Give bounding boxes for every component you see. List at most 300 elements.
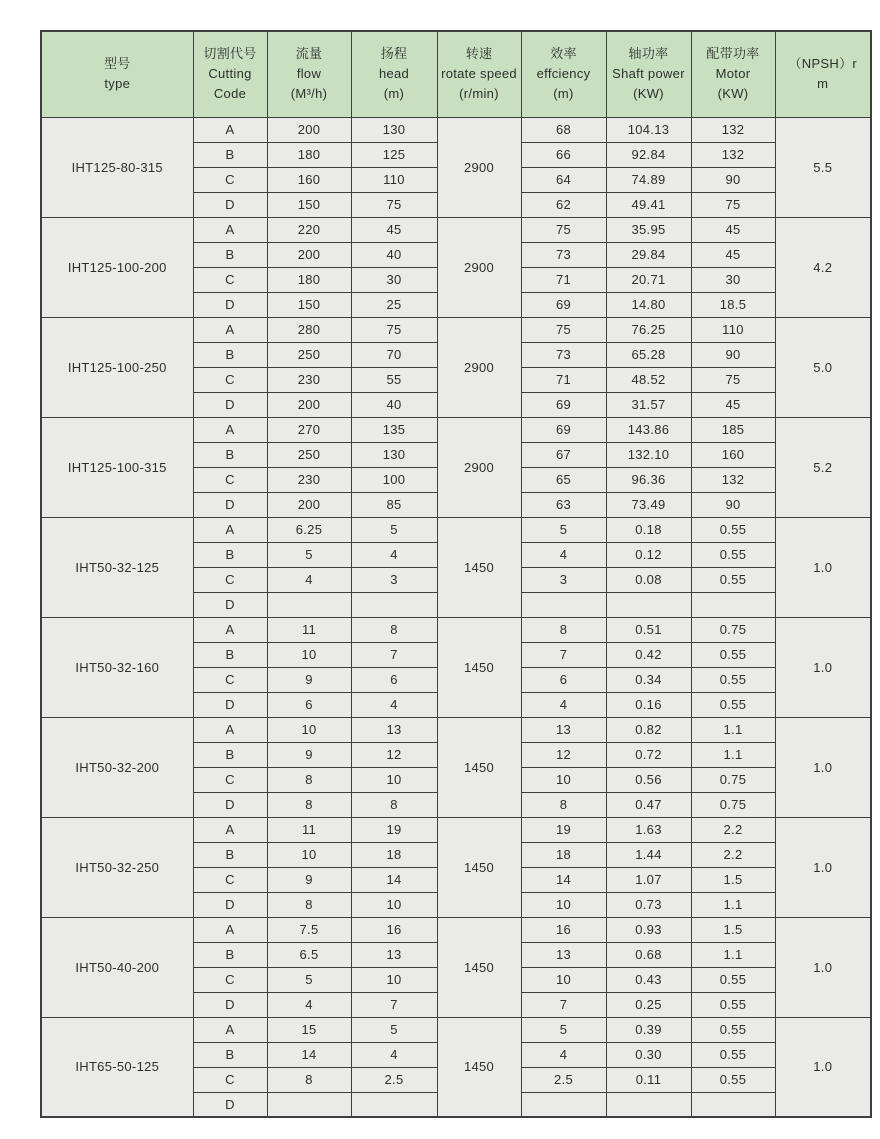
table-row	[41, 317, 871, 342]
header-flow	[267, 31, 351, 117]
head-cell: 2.5	[351, 1067, 437, 1092]
motor-power-cell: 0.55	[691, 692, 775, 717]
table-row	[41, 517, 871, 542]
motor-power-cell: 160	[691, 442, 775, 467]
header-shaft-power-line: 轴功率	[628, 46, 669, 62]
flow-cell: 10	[267, 642, 351, 667]
shaft-power-cell: 0.72	[606, 742, 691, 767]
npsh-cell: 1.0	[775, 617, 871, 717]
motor-power-cell: 0.55	[691, 1067, 775, 1092]
motor-power-cell: 132	[691, 467, 775, 492]
head-cell: 4	[351, 1042, 437, 1067]
flow-cell: 11	[267, 817, 351, 842]
efficiency-cell: 5	[521, 1017, 606, 1042]
flow-cell: 220	[267, 217, 351, 242]
efficiency-cell: 8	[521, 792, 606, 817]
header-npsh	[775, 31, 871, 117]
efficiency-cell: 75	[521, 317, 606, 342]
motor-power-cell: 1.1	[691, 742, 775, 767]
head-cell: 70	[351, 342, 437, 367]
flow-cell: 150	[267, 292, 351, 317]
head-cell: 55	[351, 367, 437, 392]
header-cutting-code	[193, 31, 267, 117]
efficiency-cell: 62	[521, 192, 606, 217]
cutting-code-cell: A	[193, 517, 267, 542]
head-cell: 18	[351, 842, 437, 867]
model-cell: IHT65-50-125	[41, 1017, 193, 1117]
motor-power-cell: 0.75	[691, 792, 775, 817]
flow-cell: 14	[267, 1042, 351, 1067]
header-rotate-speed-line: rotate speed	[441, 66, 517, 82]
cutting-code-cell: B	[193, 242, 267, 267]
efficiency-cell: 7	[521, 642, 606, 667]
motor-power-cell: 0.75	[691, 767, 775, 792]
motor-power-cell: 0.55	[691, 517, 775, 542]
efficiency-cell: 73	[521, 342, 606, 367]
motor-power-cell: 90	[691, 492, 775, 517]
header-head-line: (m)	[383, 86, 405, 102]
flow-cell: 250	[267, 442, 351, 467]
shaft-power-cell: 31.57	[606, 392, 691, 417]
rotate-speed-cell: 2900	[437, 217, 521, 317]
flow-cell: 200	[267, 392, 351, 417]
cutting-code-cell: A	[193, 117, 267, 142]
flow-cell: 6	[267, 692, 351, 717]
flow-cell: 4	[267, 567, 351, 592]
npsh-cell: 5.0	[775, 317, 871, 417]
header-motor-line: 配带功率	[706, 46, 760, 62]
head-cell: 130	[351, 442, 437, 467]
cutting-code-cell: A	[193, 317, 267, 342]
motor-power-cell: 0.55	[691, 542, 775, 567]
header-efficiency-line: effciency	[536, 66, 591, 82]
header-type-line: type	[104, 76, 131, 92]
head-cell: 110	[351, 167, 437, 192]
rotate-speed-cell: 1450	[437, 617, 521, 717]
model-cell: IHT50-32-250	[41, 817, 193, 917]
header-type-line: 型号	[103, 56, 131, 72]
cutting-code-cell: C	[193, 767, 267, 792]
efficiency-cell: 18	[521, 842, 606, 867]
header-cutting-code-line: 切割代号	[203, 46, 257, 62]
rotate-speed-cell: 1450	[437, 817, 521, 917]
npsh-cell: 1.0	[775, 517, 871, 617]
flow-cell	[267, 592, 351, 617]
flow-cell: 15	[267, 1017, 351, 1042]
motor-power-cell: 75	[691, 192, 775, 217]
motor-power-cell: 0.55	[691, 992, 775, 1017]
shaft-power-cell: 0.93	[606, 917, 691, 942]
head-cell: 10	[351, 967, 437, 992]
shaft-power-cell: 1.63	[606, 817, 691, 842]
table-row	[41, 617, 871, 642]
cutting-code-cell: C	[193, 467, 267, 492]
head-cell: 5	[351, 517, 437, 542]
flow-cell: 9	[267, 742, 351, 767]
header-cutting-code-line: Code	[213, 86, 247, 102]
shaft-power-cell: 0.12	[606, 542, 691, 567]
head-cell: 10	[351, 892, 437, 917]
pump-spec-table	[40, 30, 872, 1118]
shaft-power-cell: 48.52	[606, 367, 691, 392]
shaft-power-cell	[606, 1092, 691, 1117]
efficiency-cell: 12	[521, 742, 606, 767]
motor-power-cell: 1.1	[691, 892, 775, 917]
efficiency-cell: 75	[521, 217, 606, 242]
header-shaft-power	[606, 31, 691, 117]
head-cell: 14	[351, 867, 437, 892]
motor-power-cell: 0.55	[691, 567, 775, 592]
efficiency-cell	[521, 592, 606, 617]
motor-power-cell: 90	[691, 342, 775, 367]
header-flow-line: flow	[296, 66, 322, 82]
table-row	[41, 417, 871, 442]
head-cell: 3	[351, 567, 437, 592]
header-rotate-speed-line: 转速	[465, 46, 493, 62]
cutting-code-cell: D	[193, 892, 267, 917]
motor-power-cell: 2.2	[691, 817, 775, 842]
efficiency-cell: 65	[521, 467, 606, 492]
header-motor-line: Motor	[715, 66, 751, 82]
flow-cell: 250	[267, 342, 351, 367]
motor-power-cell: 75	[691, 367, 775, 392]
shaft-power-cell: 1.07	[606, 867, 691, 892]
head-cell: 13	[351, 717, 437, 742]
flow-cell: 200	[267, 492, 351, 517]
head-cell: 135	[351, 417, 437, 442]
shaft-power-cell: 0.39	[606, 1017, 691, 1042]
rotate-speed-cell: 2900	[437, 317, 521, 417]
table-row	[41, 117, 871, 142]
shaft-power-cell: 0.51	[606, 617, 691, 642]
npsh-cell: 5.2	[775, 417, 871, 517]
shaft-power-cell: 92.84	[606, 142, 691, 167]
rotate-speed-cell: 1450	[437, 1017, 521, 1117]
flow-cell: 200	[267, 242, 351, 267]
efficiency-cell: 71	[521, 367, 606, 392]
header-shaft-power-line: (KW)	[633, 86, 664, 102]
cutting-code-cell: D	[193, 692, 267, 717]
shaft-power-cell: 74.89	[606, 167, 691, 192]
head-cell: 100	[351, 467, 437, 492]
flow-cell: 230	[267, 467, 351, 492]
header-rotate-speed	[437, 31, 521, 117]
flow-cell: 7.5	[267, 917, 351, 942]
motor-power-cell: 1.1	[691, 942, 775, 967]
shaft-power-cell: 0.25	[606, 992, 691, 1017]
npsh-cell: 1.0	[775, 917, 871, 1017]
head-cell: 85	[351, 492, 437, 517]
header-npsh-line: （NPSH）r	[788, 56, 858, 72]
head-cell: 19	[351, 817, 437, 842]
model-cell: IHT125-100-315	[41, 417, 193, 517]
efficiency-cell: 4	[521, 542, 606, 567]
table-row	[41, 717, 871, 742]
cutting-code-cell: B	[193, 642, 267, 667]
npsh-cell: 4.2	[775, 217, 871, 317]
head-cell: 13	[351, 942, 437, 967]
motor-power-cell: 2.2	[691, 842, 775, 867]
shaft-power-cell: 0.56	[606, 767, 691, 792]
motor-power-cell: 0.55	[691, 667, 775, 692]
shaft-power-cell: 0.68	[606, 942, 691, 967]
head-cell: 7	[351, 992, 437, 1017]
rotate-speed-cell: 2900	[437, 117, 521, 217]
header-type	[41, 31, 193, 117]
flow-cell: 8	[267, 767, 351, 792]
efficiency-cell: 6	[521, 667, 606, 692]
cutting-code-cell: A	[193, 617, 267, 642]
shaft-power-cell: 143.86	[606, 417, 691, 442]
head-cell: 12	[351, 742, 437, 767]
header-shaft-power-line: Shaft power	[612, 66, 685, 82]
shaft-power-cell: 104.13	[606, 117, 691, 142]
flow-cell: 5	[267, 967, 351, 992]
shaft-power-cell: 132.10	[606, 442, 691, 467]
shaft-power-cell: 0.73	[606, 892, 691, 917]
efficiency-cell: 16	[521, 917, 606, 942]
shaft-power-cell: 0.42	[606, 642, 691, 667]
rotate-speed-cell: 2900	[437, 417, 521, 517]
motor-power-cell: 30	[691, 267, 775, 292]
rotate-speed-cell: 1450	[437, 517, 521, 617]
motor-power-cell: 1.5	[691, 867, 775, 892]
head-cell: 8	[351, 617, 437, 642]
efficiency-cell: 10	[521, 967, 606, 992]
motor-power-cell	[691, 592, 775, 617]
cutting-code-cell: B	[193, 542, 267, 567]
motor-power-cell: 0.55	[691, 1017, 775, 1042]
flow-cell: 6.25	[267, 517, 351, 542]
motor-power-cell	[691, 1092, 775, 1117]
shaft-power-cell: 20.71	[606, 267, 691, 292]
cutting-code-cell: C	[193, 867, 267, 892]
head-cell: 40	[351, 392, 437, 417]
cutting-code-cell: D	[193, 392, 267, 417]
shaft-power-cell: 29.84	[606, 242, 691, 267]
cutting-code-cell: A	[193, 417, 267, 442]
cutting-code-cell: A	[193, 1017, 267, 1042]
table-row	[41, 1017, 871, 1042]
flow-cell: 280	[267, 317, 351, 342]
efficiency-cell: 4	[521, 1042, 606, 1067]
flow-cell: 180	[267, 142, 351, 167]
motor-power-cell: 1.1	[691, 717, 775, 742]
cutting-code-cell: A	[193, 817, 267, 842]
efficiency-cell: 10	[521, 767, 606, 792]
cutting-code-cell: D	[193, 192, 267, 217]
head-cell: 45	[351, 217, 437, 242]
header-head-line: head	[378, 66, 410, 82]
flow-cell: 160	[267, 167, 351, 192]
table-body	[41, 117, 871, 1117]
cutting-code-cell: D	[193, 992, 267, 1017]
cutting-code-cell: B	[193, 342, 267, 367]
flow-cell: 9	[267, 667, 351, 692]
efficiency-cell: 14	[521, 867, 606, 892]
flow-cell: 200	[267, 117, 351, 142]
model-cell: IHT125-100-250	[41, 317, 193, 417]
head-cell: 75	[351, 317, 437, 342]
head-cell: 30	[351, 267, 437, 292]
efficiency-cell: 19	[521, 817, 606, 842]
header-efficiency-line: (m)	[553, 86, 574, 102]
shaft-power-cell: 0.16	[606, 692, 691, 717]
head-cell: 130	[351, 117, 437, 142]
motor-power-cell: 45	[691, 217, 775, 242]
shaft-power-cell: 0.82	[606, 717, 691, 742]
head-cell: 4	[351, 542, 437, 567]
cutting-code-cell: A	[193, 217, 267, 242]
cutting-code-cell: C	[193, 167, 267, 192]
header-motor-line: (KW)	[717, 86, 749, 102]
head-cell: 8	[351, 792, 437, 817]
cutting-code-cell: C	[193, 267, 267, 292]
motor-power-cell: 0.75	[691, 617, 775, 642]
table-row	[41, 817, 871, 842]
flow-cell: 10	[267, 842, 351, 867]
efficiency-cell: 73	[521, 242, 606, 267]
npsh-cell: 1.0	[775, 717, 871, 817]
header-head-line: 扬程	[380, 46, 408, 62]
motor-power-cell: 132	[691, 117, 775, 142]
motor-power-cell: 110	[691, 317, 775, 342]
flow-cell: 4	[267, 992, 351, 1017]
efficiency-cell: 67	[521, 442, 606, 467]
motor-power-cell: 0.55	[691, 1042, 775, 1067]
model-cell: IHT50-32-125	[41, 517, 193, 617]
head-cell: 16	[351, 917, 437, 942]
efficiency-cell: 66	[521, 142, 606, 167]
shaft-power-cell: 0.30	[606, 1042, 691, 1067]
shaft-power-cell: 0.11	[606, 1067, 691, 1092]
motor-power-cell: 90	[691, 167, 775, 192]
table-row	[41, 917, 871, 942]
motor-power-cell: 185	[691, 417, 775, 442]
shaft-power-cell: 0.18	[606, 517, 691, 542]
header-efficiency	[521, 31, 606, 117]
head-cell: 6	[351, 667, 437, 692]
flow-cell: 8	[267, 792, 351, 817]
shaft-power-cell: 76.25	[606, 317, 691, 342]
head-cell: 10	[351, 767, 437, 792]
cutting-code-cell: C	[193, 367, 267, 392]
shaft-power-cell: 35.95	[606, 217, 691, 242]
motor-power-cell: 132	[691, 142, 775, 167]
efficiency-cell: 13	[521, 942, 606, 967]
shaft-power-cell: 0.47	[606, 792, 691, 817]
npsh-cell: 1.0	[775, 817, 871, 917]
flow-cell: 230	[267, 367, 351, 392]
efficiency-cell: 10	[521, 892, 606, 917]
header-npsh-line: m	[817, 76, 829, 92]
flow-cell: 6.5	[267, 942, 351, 967]
head-cell: 75	[351, 192, 437, 217]
shaft-power-cell: 14.80	[606, 292, 691, 317]
shaft-power-cell: 49.41	[606, 192, 691, 217]
motor-power-cell: 45	[691, 242, 775, 267]
motor-power-cell: 45	[691, 392, 775, 417]
efficiency-cell: 71	[521, 267, 606, 292]
header-rotate-speed-line: (r/min)	[459, 86, 499, 102]
flow-cell: 10	[267, 717, 351, 742]
efficiency-cell: 13	[521, 717, 606, 742]
cutting-code-cell: C	[193, 1067, 267, 1092]
flow-cell: 8	[267, 1067, 351, 1092]
shaft-power-cell: 0.08	[606, 567, 691, 592]
motor-power-cell: 18.5	[691, 292, 775, 317]
rotate-speed-cell: 1450	[437, 917, 521, 1017]
efficiency-cell: 4	[521, 692, 606, 717]
header-efficiency-line: 效率	[550, 46, 577, 62]
efficiency-cell: 2.5	[521, 1067, 606, 1092]
head-cell: 40	[351, 242, 437, 267]
head-cell: 4	[351, 692, 437, 717]
flow-cell: 8	[267, 892, 351, 917]
header-motor	[691, 31, 775, 117]
head-cell: 125	[351, 142, 437, 167]
efficiency-cell: 5	[521, 517, 606, 542]
cutting-code-cell: D	[193, 592, 267, 617]
header-flow-line: 流量	[295, 46, 323, 62]
head-cell: 7	[351, 642, 437, 667]
flow-cell: 5	[267, 542, 351, 567]
flow-cell: 9	[267, 867, 351, 892]
flow-cell: 270	[267, 417, 351, 442]
rotate-speed-cell: 1450	[437, 717, 521, 817]
flow-cell: 150	[267, 192, 351, 217]
shaft-power-cell: 0.34	[606, 667, 691, 692]
shaft-power-cell	[606, 592, 691, 617]
cutting-code-cell: C	[193, 967, 267, 992]
cutting-code-cell: B	[193, 742, 267, 767]
efficiency-cell: 69	[521, 292, 606, 317]
cutting-code-cell: D	[193, 492, 267, 517]
efficiency-cell: 64	[521, 167, 606, 192]
motor-power-cell: 1.5	[691, 917, 775, 942]
head-cell: 5	[351, 1017, 437, 1042]
cutting-code-cell: B	[193, 442, 267, 467]
header-cutting-code-line: Cutting	[208, 66, 252, 82]
model-cell: IHT50-40-200	[41, 917, 193, 1017]
flow-cell	[267, 1092, 351, 1117]
npsh-cell: 5.5	[775, 117, 871, 217]
efficiency-cell	[521, 1092, 606, 1117]
model-cell: IHT50-32-160	[41, 617, 193, 717]
flow-cell: 180	[267, 267, 351, 292]
cutting-code-cell: C	[193, 567, 267, 592]
cutting-code-cell: A	[193, 717, 267, 742]
shaft-power-cell: 1.44	[606, 842, 691, 867]
table-row	[41, 217, 871, 242]
header-head	[351, 31, 437, 117]
efficiency-cell: 68	[521, 117, 606, 142]
head-cell: 25	[351, 292, 437, 317]
head-cell	[351, 592, 437, 617]
motor-power-cell: 0.55	[691, 642, 775, 667]
model-cell: IHT125-100-200	[41, 217, 193, 317]
cutting-code-cell: B	[193, 1042, 267, 1067]
cutting-code-cell: C	[193, 667, 267, 692]
flow-cell: 11	[267, 617, 351, 642]
npsh-cell: 1.0	[775, 1017, 871, 1117]
efficiency-cell: 69	[521, 392, 606, 417]
shaft-power-cell: 0.43	[606, 967, 691, 992]
head-cell	[351, 1092, 437, 1117]
cutting-code-cell: B	[193, 142, 267, 167]
efficiency-cell: 3	[521, 567, 606, 592]
cutting-code-cell: A	[193, 917, 267, 942]
